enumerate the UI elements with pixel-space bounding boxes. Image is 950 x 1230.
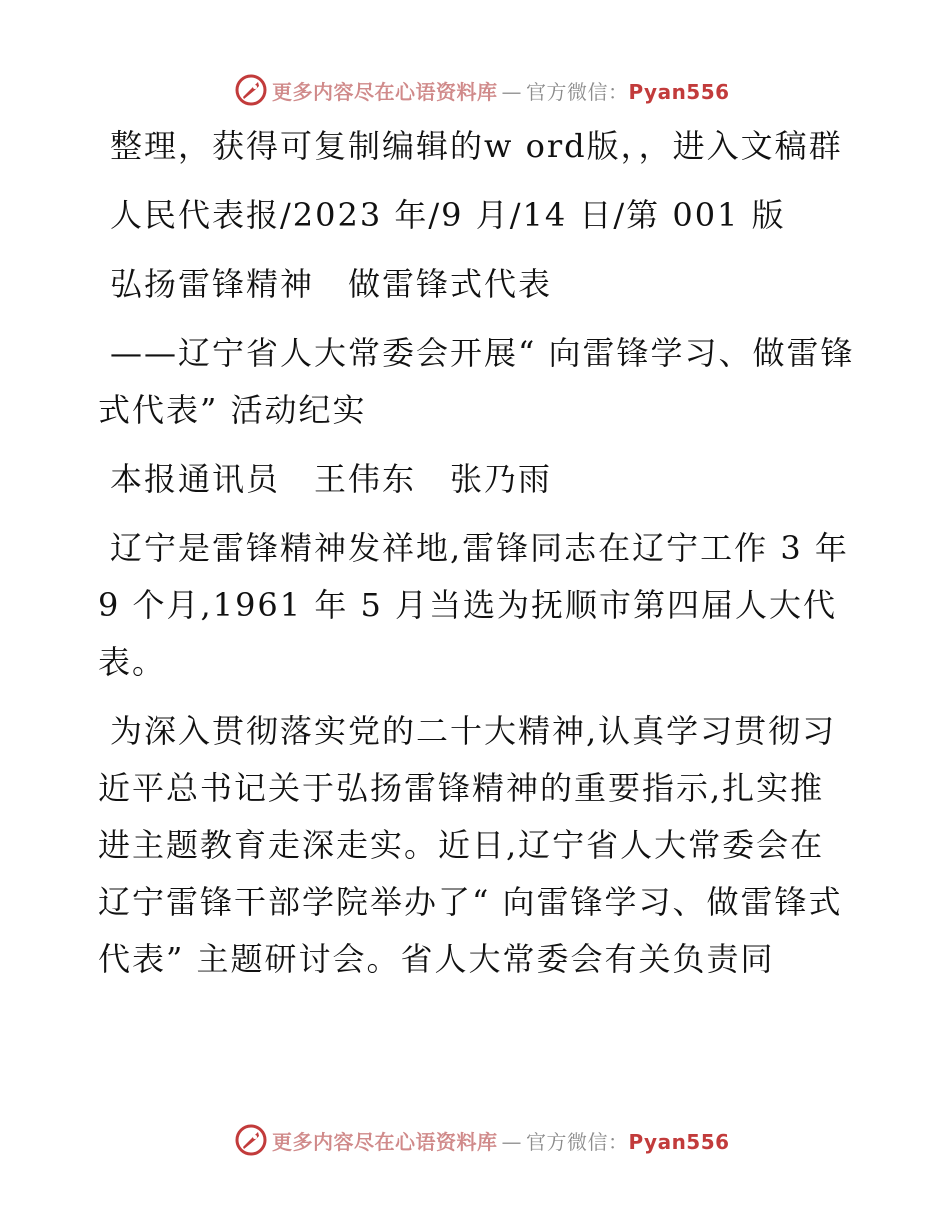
body-paragraph-2: 为深入贯彻落实党的二十大精神,认真学习贯彻习近平总书记关于弘扬雷锋精神的重要指示,扎实推进主题教育走深走实。近日,辽宁省人大常委会在辽宁雷锋干部学院举办了“ 向雷锋学习、做雷锋式代表” 主题研讨会。省人大常委会有关负责同: [98, 712, 843, 978]
article-headline: 弘扬雷锋精神 做雷锋式代表: [110, 265, 553, 303]
pen-nib-logo-icon: [234, 73, 268, 107]
body-paragraph-1: 辽宁是雷锋精神发祥地,雷锋同志在辽宁工作 3 年 9 个月,1961 年 5 月当选为抚顺市第四届人大代表。: [98, 529, 849, 681]
watermark-text: [272, 1126, 730, 1155]
watermark-contact-id: Pyan556: [628, 79, 730, 104]
watermark-contact-id: Pyan556: [628, 1129, 730, 1154]
watermark-text: [272, 76, 730, 105]
watermark-contact-prefix: 官方微信：: [526, 1129, 629, 1154]
watermark-footer: [234, 1120, 730, 1160]
source-line: 人民代表报/2023 年/9 月/14 日/第 001 版: [110, 196, 786, 234]
article-byline: 本报通讯员 王伟东 张乃雨: [110, 460, 553, 498]
watermark-contact-prefix: 官方微信：: [526, 79, 629, 104]
document-body: [98, 118, 858, 1000]
article-subtitle: ——辽宁省人大常委会开展“ 向雷锋学习、做雷锋式代表” 活动纪实: [98, 334, 855, 429]
watermark-separator: —: [501, 79, 522, 104]
pen-nib-logo-icon: [234, 1123, 268, 1157]
watermark-header: [234, 70, 730, 110]
watermark-brand: 更多内容尽在心语资料库: [272, 1129, 498, 1154]
intro-text: 整理，获得可复制编辑的w ord版，，进入文稿群: [110, 127, 843, 165]
watermark-separator: —: [501, 1129, 522, 1154]
watermark-brand: 更多内容尽在心语资料库: [272, 79, 498, 104]
